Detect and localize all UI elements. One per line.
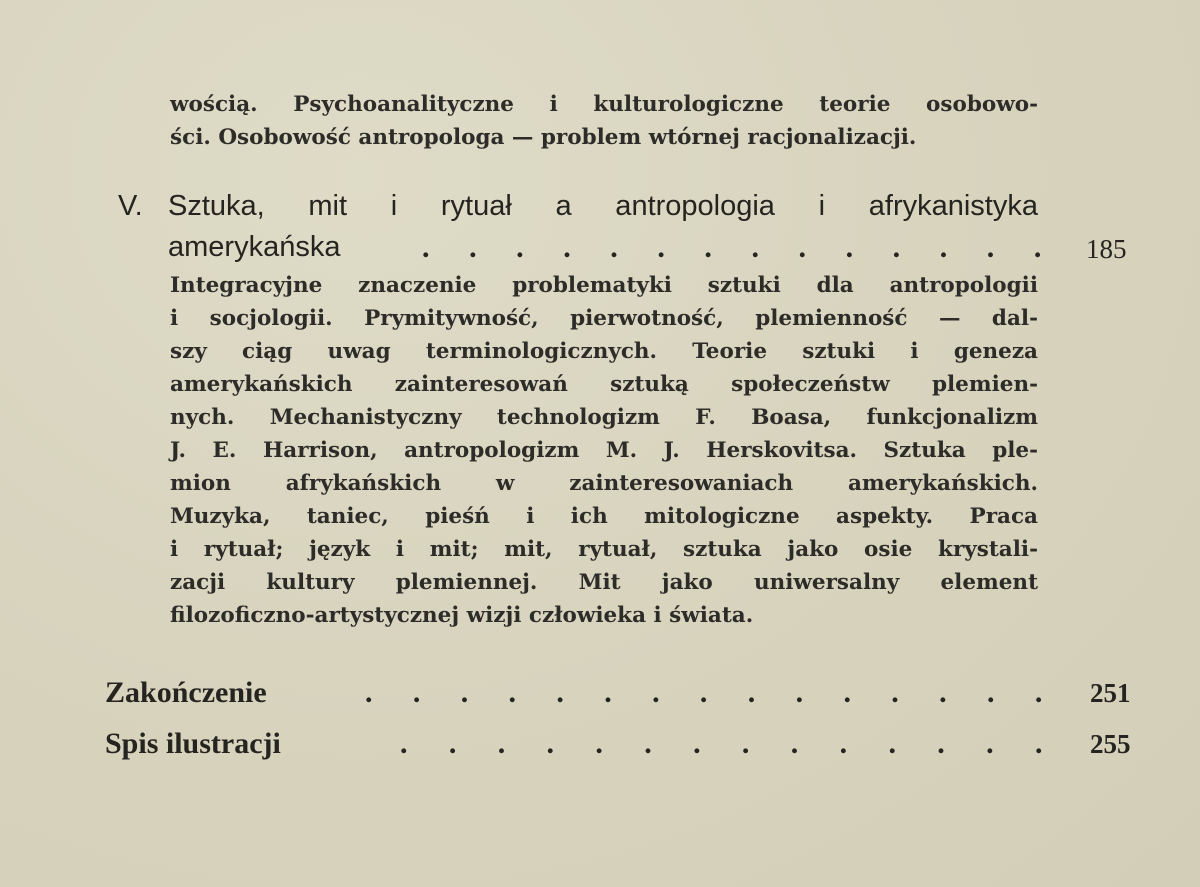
toc-entry-illustrations: Spis ilustracji <box>105 727 281 760</box>
summary-line: J. E. Harrison, antropologizm M. J. Herskovitsa. Sztuka ple- <box>170 438 1038 463</box>
continued-summary <box>170 88 1038 154</box>
summary-line: filozoficzno-artystycznej wizji człowieka i świata. <box>170 603 754 628</box>
toc-page-conclusion: 251 <box>1090 678 1131 708</box>
leader-dots: . . . . . . . . . . . . . . <box>400 727 1043 760</box>
summary-line: ści. Osobowość antropologa — problem wtórnej racjonalizacji. <box>170 125 917 150</box>
chapter-number: V. <box>118 190 143 222</box>
summary-line: wością. Psychoanalityczne i kulturologiczne teorie osobowo- <box>170 92 1038 117</box>
summary-line: i socjologii. Prymitywność, pierwotność, plemienność — dal- <box>170 306 1038 331</box>
toc-entry-conclusion: Zakończenie <box>105 676 267 709</box>
chapter-page-number: 185 <box>1086 234 1127 264</box>
summary-line: Integracyjne znaczenie problematyki sztuki dla antropologii <box>170 273 1038 298</box>
summary-line: nych. Mechanistyczny technologizm F. Boasa, funkcjonalizm <box>170 405 1038 430</box>
chapter-title-line-1: Sztuka, mit i rytuał a antropologia i afrykanistyka <box>168 190 1038 222</box>
summary-line: amerykańskich zainteresowań sztuką społeczeństw plemien- <box>170 372 1038 397</box>
chapter-summary <box>170 269 1038 632</box>
summary-line: zacji kultury plemiennej. Mit jako uniwersalny element <box>170 570 1038 595</box>
leader-dots: . . . . . . . . . . . . . . . <box>365 676 1043 709</box>
leader-dots: . . . . . . . . . . . . . . <box>422 231 1042 264</box>
toc-page-illustrations: 255 <box>1090 729 1131 759</box>
summary-line: Muzyka, taniec, pieśń i ich mitologiczne aspekty. Praca <box>170 504 1038 529</box>
summary-line: mion afrykańskich w zainteresowaniach amerykańskich. <box>170 471 1038 496</box>
chapter-title-line-2: amerykańska <box>168 231 341 263</box>
summary-line: szy ciąg uwag terminologicznych. Teorie sztuki i geneza <box>170 339 1038 364</box>
summary-line: i rytuał; język i mit; mit, rytuał, sztuka jako osie krystali- <box>170 537 1038 562</box>
